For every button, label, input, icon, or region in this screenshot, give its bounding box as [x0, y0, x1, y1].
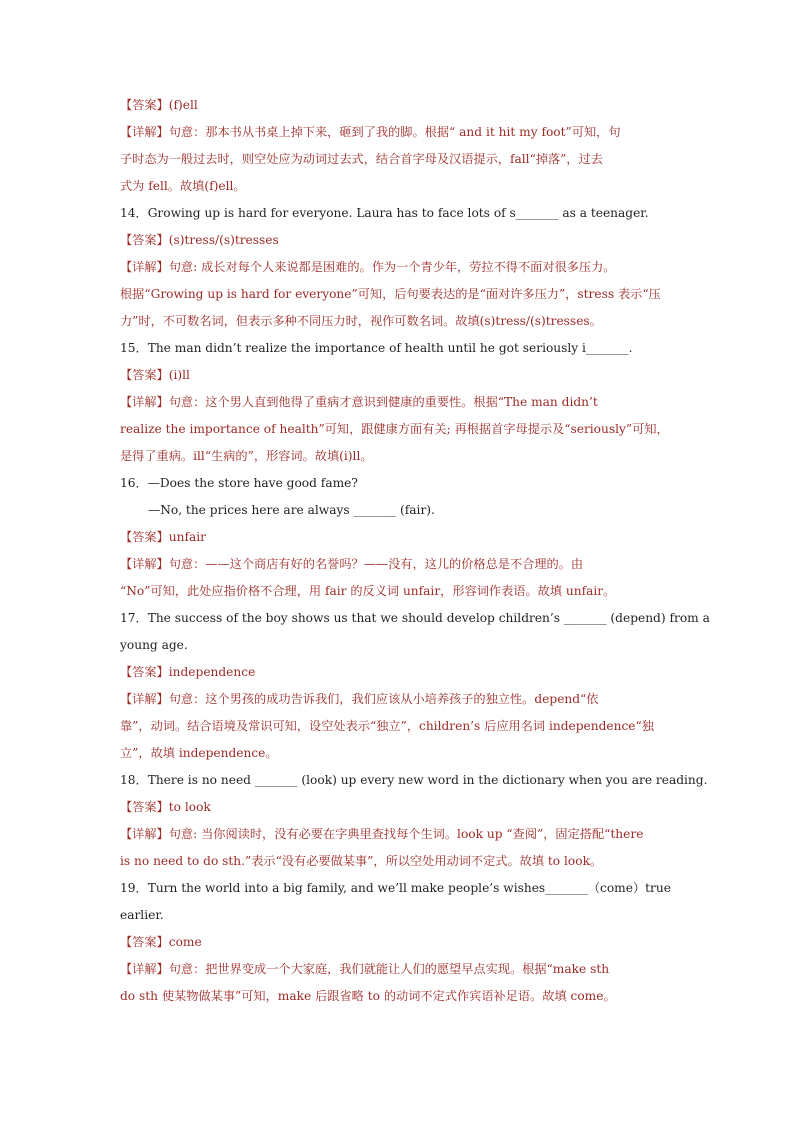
question-16: 16．—Does the store have good fame? [120, 476, 358, 490]
answer-line [120, 524, 684, 551]
detail-line [120, 254, 684, 281]
detail-text: 立”，故填 independence。 [120, 746, 278, 760]
answer-line [120, 92, 684, 119]
detail-text: 句意：——这个商店有好的名誉吗？——没有，这儿的价格总是不合理的。由 [168, 557, 584, 571]
question-17-cont: young age. [120, 638, 188, 652]
detail-text: 靠”，动词。结合语境及常识可知，设空处表示“独立”，children’s 后应用名词 independence“独 [120, 719, 654, 733]
answer-line [120, 929, 684, 956]
answer-text: independence [168, 665, 256, 679]
answer-text: (s)tress/(s)tresses [168, 233, 279, 247]
detail-line [120, 389, 684, 416]
question-16-reply: —No, the prices here are always _______ (fair). [148, 503, 435, 517]
question-19-cont: earlier. [120, 908, 164, 922]
answer-text: come [168, 935, 202, 949]
answer-tag: 【答案】 [120, 368, 169, 382]
answer-text: to look [168, 800, 211, 814]
detail-text: do sth 使某物做某事”可知，make 后跟省略 to 的动词不定式作宾语补足语。故填 come。 [120, 989, 616, 1003]
question-15: 15．The man didn’t realize the importance of health until he got seriously i_______. [120, 341, 633, 355]
detail-text: 句意：这个男孩的成功告诉我们，我们应该从小培养孩子的独立性。depend“依 [168, 692, 599, 706]
detail-text: 句意: 成长对每个人来说都是困难的。作为一个青少年，劳拉不得不面对很多压力。 [168, 260, 616, 274]
answer-tag: 【答案】 [120, 665, 169, 679]
answer-text: unfair [168, 530, 206, 544]
detail-tag: 【详解】 [120, 827, 169, 841]
question-18: 18．There is no need _______ (look) up every new word in the dictionary when you are reading. [120, 773, 708, 787]
detail-text: 句意：那本书从书桌上掉下来，砸到了我的脚。根据“ and it hit my foot”可知，句 [168, 125, 621, 139]
detail-text: realize the importance of health”可知，跟健康方面有关; 再根据首字母提示及“seriously”可知， [120, 422, 669, 436]
detail-text: 子时态为一般过去时，则空处应为动词过去式，结合首字母及汉语提示，fall“掉落”，过去 [120, 152, 603, 166]
answer-line [120, 794, 684, 821]
detail-tag: 【详解】 [120, 557, 169, 571]
detail-text: 是得了重病。ill“生病的”，形容词。故填(i)ll。 [120, 449, 373, 463]
detail-line [120, 551, 684, 578]
detail-text: 句意: 当你阅读时，没有必要在字典里查找每个生词。look up “查阅”，固定搭配“there [168, 827, 644, 841]
answer-line [120, 227, 684, 254]
answer-line [120, 659, 684, 686]
question-14: 14．Growing up is hard for everyone. Laura has to face lots of s_______ as a teenager. [120, 206, 649, 220]
answer-text: (i)ll [168, 368, 190, 382]
detail-line [120, 686, 684, 713]
detail-text: “No”可知，此处应指价格不合理，用 fair 的反义词 unfair，形容词作表语。故填 unfair。 [120, 584, 616, 598]
detail-line [120, 956, 684, 983]
detail-text: 句意：把世界变成一个大家庭，我们就能让人们的愿望早点实现。根据“make sth [168, 962, 610, 976]
answer-tag: 【答案】 [120, 935, 169, 949]
detail-tag: 【详解】 [120, 395, 169, 409]
detail-text: 式为 fell。故填(f)ell。 [120, 179, 246, 193]
detail-line [120, 119, 684, 146]
answer-tag: 【答案】 [120, 233, 169, 247]
detail-tag: 【详解】 [120, 692, 169, 706]
detail-text: 根据“Growing up is hard for everyone”可知，后句要表达的是“面对许多压力”，stress 表示“压 [120, 287, 661, 301]
detail-tag: 【详解】 [120, 260, 169, 274]
answer-tag: 【答案】 [120, 98, 169, 112]
detail-tag: 【详解】 [120, 962, 169, 976]
answer-text: (f)ell [168, 98, 198, 112]
answer-line [120, 362, 684, 389]
question-17: 17．The success of the boy shows us that we should develop children’s _______ (depend) from a [120, 611, 710, 625]
detail-text: is no need to do sth.”表示“没有必要做某事”，所以空处用动词不定式。故填 to look。 [120, 854, 603, 868]
answer-tag: 【答案】 [120, 530, 169, 544]
detail-line [120, 821, 684, 848]
detail-text: 力”时，不可数名词，但表示多种不同压力时，视作可数名词。故填(s)tress/(s)tresses。 [120, 314, 602, 328]
detail-text: 句意：这个男人直到他得了重病才意识到健康的重要性。根据“The man didn’t [168, 395, 598, 409]
answer-tag: 【答案】 [120, 800, 169, 814]
question-19: 19．Turn the world into a big family, and we’ll make people’s wishes_______（come）true [120, 881, 671, 895]
detail-tag: 【详解】 [120, 125, 169, 139]
